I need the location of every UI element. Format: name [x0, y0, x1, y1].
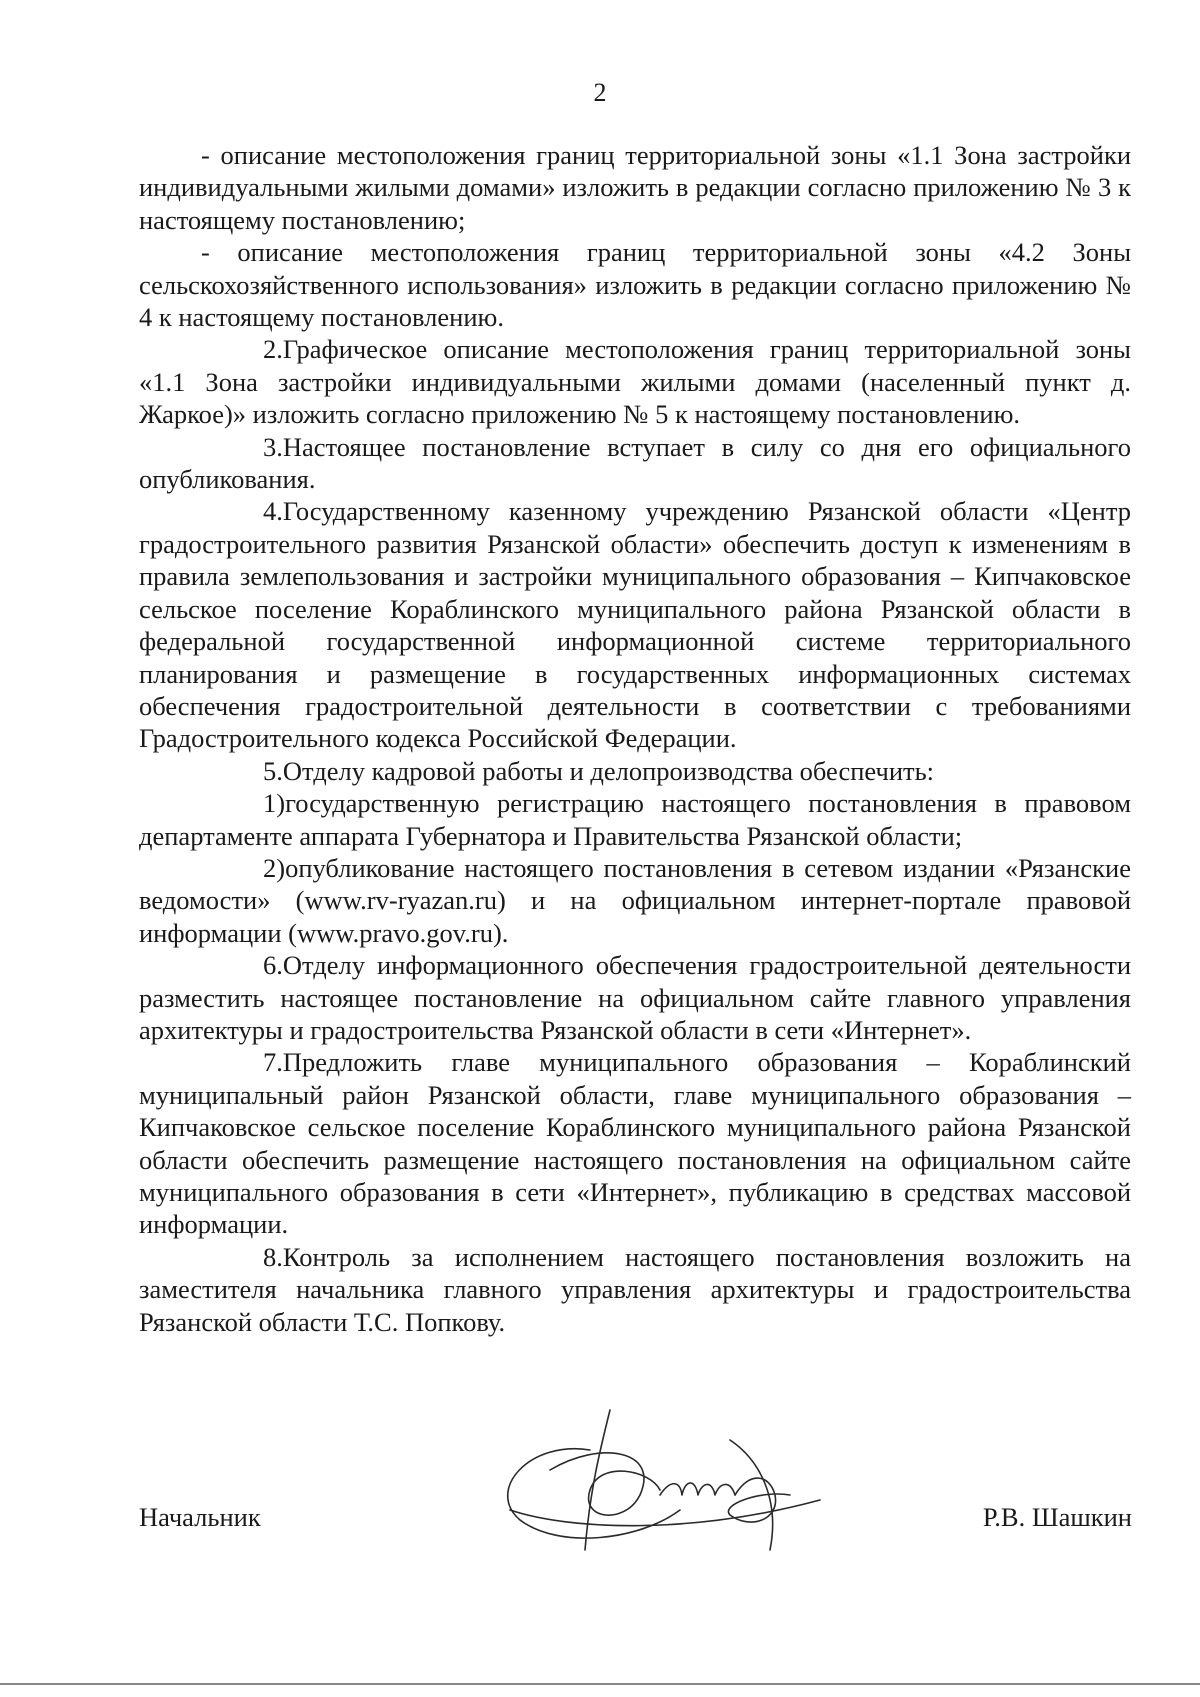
item-number: 5.: [263, 755, 283, 786]
paragraph: [139, 495, 1131, 754]
signatory-name: Р.В. Шашкин: [982, 1502, 1132, 1532]
handwritten-signature: [490, 1400, 850, 1570]
item-number: 1): [263, 788, 286, 819]
paragraph: [139, 755, 1131, 787]
paragraph-text: опубликование настоящего постановления в сетевом издании «Рязанские ведомости» (www.rv-ryazan.ru) и на официальном интернет-портале правовой информации (www.pravo.gov.ru).: [139, 852, 1131, 948]
paragraph: [139, 787, 1131, 852]
paragraph: [139, 949, 1131, 1046]
paragraph: [139, 236, 1131, 333]
item-number: 2.: [263, 334, 283, 365]
paragraph-text: Отделу информационного обеспечения градостроительной деятельности разместить настоящее постановление на официальном сайте главного управления архитектуры и градостроительства Рязанской области в сети «Интернет».: [139, 950, 1131, 1045]
paragraph-text: - описание местоположения границ территориальной зоны «4.2 Зоны сельскохозяйственного использования» изложить в редакции согласно приложению № 4 к настоящему постановлению.: [139, 237, 1131, 333]
item-number: 8.: [263, 1241, 283, 1272]
paragraph: [139, 431, 1131, 496]
paragraph-text: Отделу кадровой работы и делопроизводства обеспечить:: [282, 755, 935, 786]
page-number: 2: [593, 78, 607, 107]
item-number: 6.: [263, 950, 283, 981]
paragraph: [139, 139, 1131, 236]
paragraph: [139, 333, 1131, 430]
paragraph: [139, 1046, 1131, 1240]
document-body: [139, 139, 1131, 1338]
paragraph-text: Предложить главе муниципального образования – Кораблинский муниципальный район Рязанской области, главе муниципального образования – Кипчаковское сельское поселение Кораблинского муниципального района Рязанской области обеспечить размещение настоящего постановления на официальном сайте муниципального образования в сети «Интернет», публикацию в средствах массовой информации.: [139, 1047, 1131, 1240]
item-number: 3.: [263, 431, 283, 462]
paragraph: [139, 852, 1131, 949]
paragraph-text: Графическое описание местоположения границ территориальной зоны «1.1 Зона застройки индивидуальными жилыми домами (населенный пункт д. Жаркое)» изложить согласно приложению № 5 к настоящему постановлению.: [139, 334, 1131, 430]
scan-edge-line: [0, 1683, 1200, 1685]
paragraph-text: Контроль за исполнением настоящего постановления возложить на заместителя начальника главного управления архитектуры и градостроительства Рязанской области Т.С. Попкову.: [139, 1241, 1131, 1337]
paragraph-text: Настоящее постановление вступает в силу со дня его официального опубликования.: [139, 431, 1131, 495]
item-number: 2): [263, 852, 286, 883]
paragraph-text: Государственному казенному учреждению Рязанской области «Центр градостроительного развития Рязанской области» обеспечить доступ к изменениям в правила землепользования и застройки муниципального образования – Кипчаковское сельское поселение Кораблинского муниципального района Рязанской области в федеральной государственной информационной системе территориального планирования и размещение в государственных информационных системах обеспечения градостроительной деятельности в соответствии с требованиями Градостроительного кодекса Российской Федерации.: [139, 496, 1131, 754]
paragraph-text: государственную регистрацию настоящего постановления в правовом департаменте аппарата Губернатора и Правительства Рязанской области;: [139, 788, 1131, 851]
item-number: 4.: [263, 496, 283, 527]
item-number: 7.: [263, 1047, 283, 1078]
signatory-position: Начальник: [139, 1502, 261, 1532]
paragraph-text: - описание местоположения границ территориальной зоны «1.1 Зона застройки индивидуальными жилыми домами» изложить в редакции согласно приложению № 3 к настоящему постановлению;: [139, 140, 1131, 235]
paragraph: [139, 1241, 1131, 1338]
